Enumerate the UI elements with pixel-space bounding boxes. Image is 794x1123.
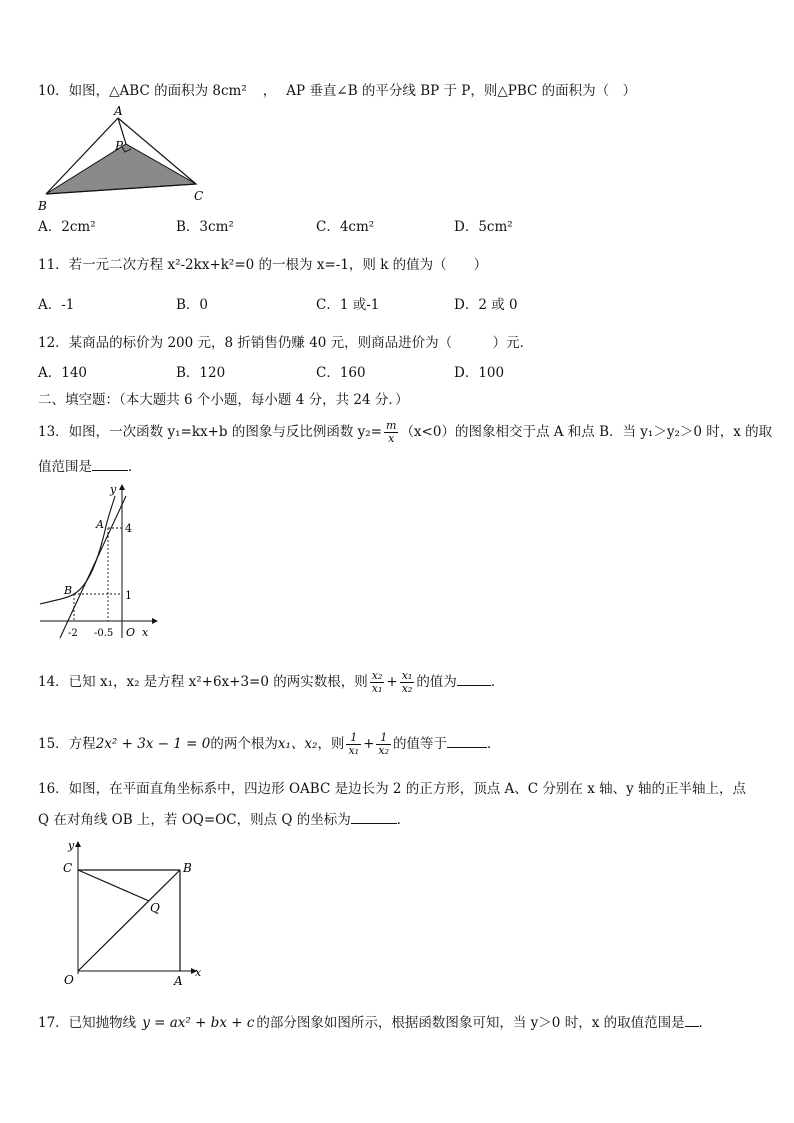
q16-end: ． (396, 812, 411, 828)
q15-f1-den: x₁ (348, 744, 360, 757)
q16-y-axis-arrow (75, 841, 81, 847)
q14-f2-den: x₂ (401, 682, 413, 695)
q15-part2: 的两个根为 (210, 736, 278, 752)
q13-stem-part2: （x<0）的图象相交于点 A 和点 B．当 y₁＞y₂＞0 时，x 的取 (400, 424, 773, 440)
q13-line (60, 496, 126, 638)
q16-label-o: O (64, 973, 74, 987)
q10-stem-suffix: AP 垂直∠B 的平分线 BP 于 P，则△PBC 的面积为（ ） (286, 83, 637, 99)
q15-end: ． (487, 736, 501, 752)
q14-fraction-2 (400, 670, 415, 695)
q13-label-o: O (126, 626, 136, 639)
q14-end: ． (490, 674, 505, 690)
q13-answer-blank[interactable] (92, 458, 128, 471)
q15-fraction-2 (376, 732, 391, 757)
q14-stem (38, 670, 504, 695)
q12-option-d[interactable]: D．100 (454, 365, 505, 381)
q16-segment-cq (78, 870, 149, 901)
q16-label-q: Q (150, 901, 160, 915)
q13-label-a: A (96, 518, 104, 531)
q17-stem (38, 1014, 712, 1032)
q10-label-b: B (38, 199, 47, 213)
q16-diagonal-ob (78, 870, 180, 971)
q10-option-c[interactable]: C．4cm² (316, 219, 375, 235)
q16-label-y: y (68, 839, 75, 852)
q15-equation: 2x² + 3x − 1 = 0 (95, 736, 211, 752)
q13-x-axis-arrow (152, 618, 158, 624)
q16-label-c: C (63, 861, 73, 875)
q13-line2-text: 值范围是 (38, 459, 92, 475)
q13-stem (38, 420, 772, 445)
q13-tick-minus05: -0.5 (94, 628, 114, 639)
q16-label-a: A (174, 974, 183, 988)
q16-stem-line2 (38, 811, 410, 829)
q16-figure (56, 838, 206, 988)
q13-fraction (384, 420, 398, 445)
q16-label-b: B (183, 861, 192, 875)
q11-option-a[interactable]: A．-1 (38, 297, 75, 313)
q15-f1-num: 1 (346, 732, 361, 745)
q10-figure (36, 104, 216, 214)
q13-tick-1: 1 (125, 589, 132, 602)
q13-stem-part1: 13．如图，一次函数 y₁=kx+b 的图象与反比例函数 y₂= (38, 424, 382, 440)
q10-label-a: A (114, 104, 123, 118)
q13-label-b: B (64, 584, 73, 597)
q15-part3: ，则 (317, 736, 345, 752)
q13-tick-minus2: -2 (68, 628, 78, 639)
q14-f1-num: x₂ (371, 669, 383, 682)
q10-option-b[interactable]: B．3cm² (176, 219, 234, 235)
q17-end: ． (698, 1015, 713, 1031)
q12-stem: 12．某商品的标价为 200 元，8 折销售仍赚 40 元，则商品进价为（ ）元． (38, 335, 534, 351)
q15-answer-blank[interactable] (447, 735, 487, 748)
q15-stem (38, 732, 501, 757)
q15-part4: 的值等于 (393, 736, 447, 752)
q13-hyperbola (40, 496, 115, 604)
q10-stem (38, 82, 636, 100)
q13-graph (36, 482, 166, 642)
q10-label-c: C (194, 189, 204, 203)
q13-fraction-num: m (386, 419, 397, 432)
q17-answer-blank[interactable] (685, 1014, 699, 1027)
q14-answer-blank[interactable] (457, 673, 491, 686)
q14-part1: 14．已知 x₁，x₂ 是方程 x²+6x+3=0 的两实数根，则 (38, 674, 368, 690)
q10-comma: ， (262, 83, 277, 99)
q15-plus: + (363, 736, 375, 752)
q17-part1: 17．已知抛物线 (38, 1015, 137, 1031)
q11-option-c[interactable]: C．1 或-1 (316, 297, 380, 313)
q15-fraction-1 (346, 732, 361, 757)
q13-y-axis-arrow (119, 484, 125, 490)
q14-f2-num: x₁ (401, 669, 413, 682)
q13-tick-4: 4 (125, 522, 132, 535)
q14-plus: + (386, 674, 398, 690)
q12-option-b[interactable]: B．120 (176, 365, 226, 381)
q14-fraction-1 (370, 670, 385, 695)
q16-answer-blank[interactable] (351, 811, 397, 824)
q13-stem-line2 (38, 458, 142, 476)
q10-option-d[interactable]: D．5cm² (454, 219, 513, 235)
q11-option-d[interactable]: D．2 或 0 (454, 297, 518, 313)
q13-label-y: y (110, 483, 117, 496)
q12-option-a[interactable]: A．140 (38, 365, 88, 381)
q15-f2-den: x₂ (378, 744, 389, 757)
q15-f2-num: 1 (376, 732, 391, 745)
q11-option-b[interactable]: B．0 (176, 297, 209, 313)
q17-part2: 的部分图象如图所示，根据函数图象可知，当 y＞0 时，x 的取值范围是 (256, 1015, 685, 1031)
q13-fraction-den: x (388, 432, 395, 445)
q13-label-x: x (142, 626, 149, 639)
section-2-heading: 二、填空题：（本大题共 6 个小题，每小题 4 分，共 24 分．） (38, 392, 409, 408)
q12-option-c[interactable]: C．160 (316, 365, 366, 381)
q10-stem-prefix: 10．如图，△ABC 的面积为 8cm² (38, 83, 247, 99)
q16-label-x: x (195, 966, 202, 979)
q10-label-p: P (115, 139, 124, 153)
q11-stem: 11．若一元二次方程 x²-2kx+k²=0 的一根为 x=-1，则 k 的值为（ ） (38, 257, 488, 273)
q15-roots: x₁、x₂ (277, 736, 318, 752)
q14-f1-den: x₁ (371, 682, 383, 695)
q10-option-a[interactable]: A．2cm² (38, 219, 96, 235)
q13-end: ． (128, 459, 142, 475)
q14-part2: 的值为 (416, 674, 457, 690)
q16-stem-line1: 16．如图，在平面直角坐标系中，四边形 OABC 是边长为 2 的正方形，顶点 A、C 分别在 x 轴、y 轴的正半轴上，点 (38, 781, 747, 797)
q15-part1: 15．方程 (38, 736, 96, 752)
q17-equation: y = ax² + bx + c (142, 1015, 255, 1031)
q16-line2-text: Q 在对角线 OB 上，若 OQ=OC，则点 Q 的坐标为 (38, 812, 351, 828)
